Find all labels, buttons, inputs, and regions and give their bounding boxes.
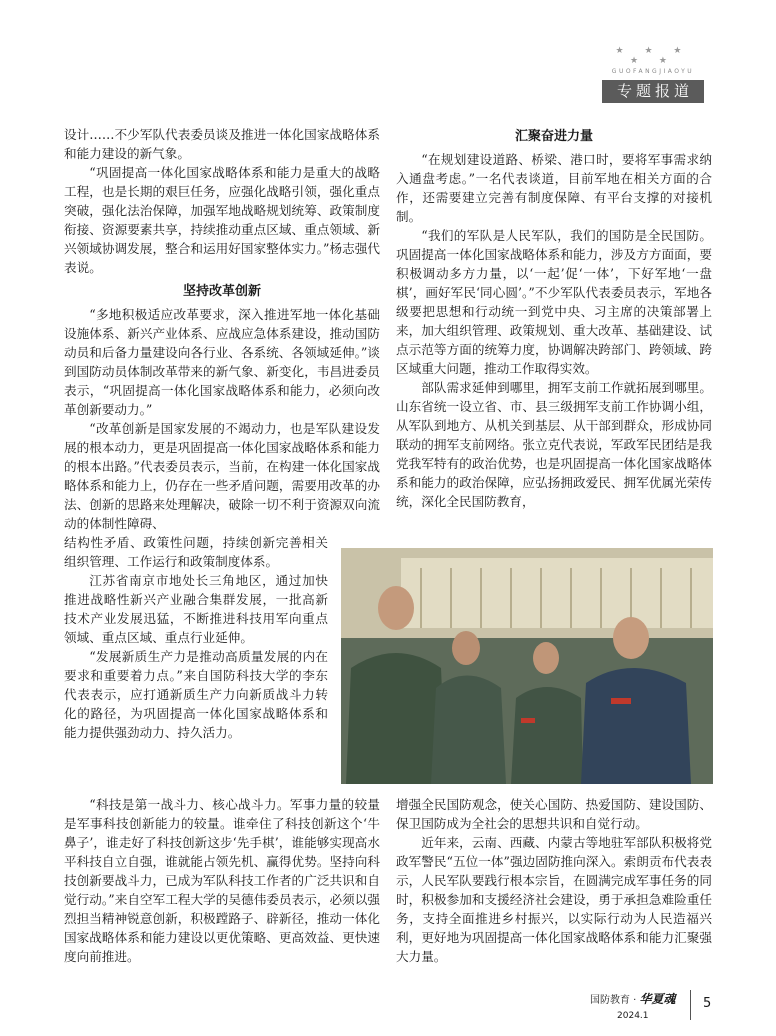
subheading: 坚持改革创新 <box>182 284 261 299</box>
magazine-prefix: 国防教育 · <box>590 995 640 1006</box>
paragraph: “科技是第一战斗力、核心战斗力。军事力量的较量是军事科技创新能力的较量。谁牵住了科技创新这个‘牛鼻子’，谁走好了科技创新这步‘先手棋’，谁能够实现高水平科技自立自强，谁就能占领先机、赢得优势。坚持向科技创新要战斗力，已成为军队科技工作者的广泛共识和自觉行动。”来自空军工程大学的吴德伟委员表示，必须以强烈担当精神锐意创新，积极蹚路子、辟新径，推动一体化国家战略体系和能力建设以更优策略、更高效益、更快速度向前推进。 <box>64 797 380 964</box>
right-column-bottom <box>396 795 712 966</box>
section-label: 专题报道 <box>602 80 704 103</box>
left-column-bottom <box>64 795 380 966</box>
paragraph: “在规划建设道路、桥梁、港口时，要将军事需求纳入通盘考虑。”一名代表谈道，目前军地在相关方面的合作，还需要建立完善有制度保障、有平台支撑的对接机制。 <box>396 152 712 224</box>
paragraph: 增强全民国防观念，使关心国防、热爱国防、建设国防、保卫国防成为全社会的思想共识和自觉行动。 <box>396 797 712 831</box>
page-footer <box>590 992 676 1022</box>
paragraph: 近年来，云南、西藏、内蒙古等地驻军部队积极将党政军警民“五位一体”强边固防推向深入。索朗贡布代表表示，人民军队要践行根本宗旨，在圆满完成军事任务的同时，积极参加和支援经济社会建设，勇于承担急难险重任务，支持全面推进乡村振兴，以实际行动为人民造福兴利，更好地为巩固提高一体化国家战略体系和能力汇聚强大力量。 <box>396 835 712 964</box>
paragraph: “多地积极适应改革要求，深入推进军地一体化基础设施体系、新兴产业体系、应战应急体系建设，推动国防动员和后备力量建设向各行业、各系统、各领域延伸。”谈到国防动员体制改革带来的新气象、新变化，韦昌进委员表示，“巩固提高一体化国家战略体系和能力，必须向改革创新要动力。” <box>64 307 380 417</box>
issue-number: 2024.1 <box>617 1011 649 1021</box>
paragraph: 结构性矛盾、政策性问题，持续创新完善相关组织管理、工作运行和政策制度体系。 <box>64 535 328 569</box>
section-pinyin: GUOFANGJIAOYU <box>611 68 695 75</box>
page-number: 5 <box>703 996 712 1011</box>
right-column <box>396 122 712 511</box>
paragraph: “巩固提高一体化国家战略体系和能力是重大的战略工程，也是长期的艰巨任务，应强化战略引领，强化重点突破，强化法治保障，加强军地战略规划统筹、政策制度衔接、资源要素共享，持续推动重点区域、重点领域、新兴领域协调发展，整合和运用好国家整体实力。”杨志强代表说。 <box>64 165 380 275</box>
paragraph: 设计……不少军队代表委员谈及推进一体化国家战略体系和能力建设的新气象。 <box>64 127 380 161</box>
magazine-name <box>590 992 676 1008</box>
paragraph: 部队需求延伸到哪里，拥军支前工作就拓展到哪里。山东省统一设立省、市、县三级拥军支前工作协调小组，从军队到地方、从机关到基层、从干部到群众，形成协同联动的拥军支前网络。张立克代表说，军政军民团结是我党我军特有的政治优势，也是巩固提高一体化国家战略体系和能力的政治保障，应弘扬拥政爱民、拥军优属光荣传统，深化全民国防教育， <box>396 380 712 509</box>
left-column <box>64 125 380 742</box>
paragraph: “我们的军队是人民军队，我们的国防是全民国防。巩固提高一体化国家战略体系和能力，涉及方方面面，要积极调动多方力量，以‘一起’促‘一体’，下好军地‘一盘棋’，画好军民‘同心圆’。”不少军队代表委员表示，军地各级要把思想和行动统一到党中央、习主席的决策部署上来，加大组织管理、政策规划、重大改革、基础建设、试点示范等方面的统筹力度，协调解决跨部门、跨领域、跨区域重大问题，推动工作取得实效。 <box>396 228 712 376</box>
magazine-script-title: 华夏魂 <box>639 992 676 1006</box>
subheading: 汇聚奋进力量 <box>514 129 593 144</box>
paragraph: “发展新质生产力是推动高质量发展的内在要求和重要着力点。”来自国防科技大学的李东代表表示，应打通新质生产力向新质战斗力转化的路径，为巩固提高一体化国家战略体系和能力提供强劲动力、持久活力。 <box>64 649 328 740</box>
section-header <box>602 46 704 103</box>
star-rating-decoration: ★ ★ ★ ★ ★ <box>615 46 691 66</box>
paragraph: 江苏省南京市地处长三角地区，通过加快推进战略性新兴产业融合集群发展，一批高新技术产业发展迅猛，不断推进科技用军向重点领域、重点区域、重点行业延伸。 <box>64 573 328 645</box>
delegates-photo <box>341 548 713 784</box>
delegates-photo-illustration <box>341 548 713 784</box>
footer-divider <box>690 990 691 1020</box>
paragraph: “改革创新是国家发展的不竭动力，也是军队建设发展的根本动力，更是巩固提高一体化国家战略体系和能力的根本出路。”代表委员表示，当前，在构建一体化国家战略体系和能力上，仍存在一些矛盾问题，需要用改革的办法、创新的思路来处理解决，破除一切不利于资源双向流动的体制性障碍、 <box>64 421 380 531</box>
